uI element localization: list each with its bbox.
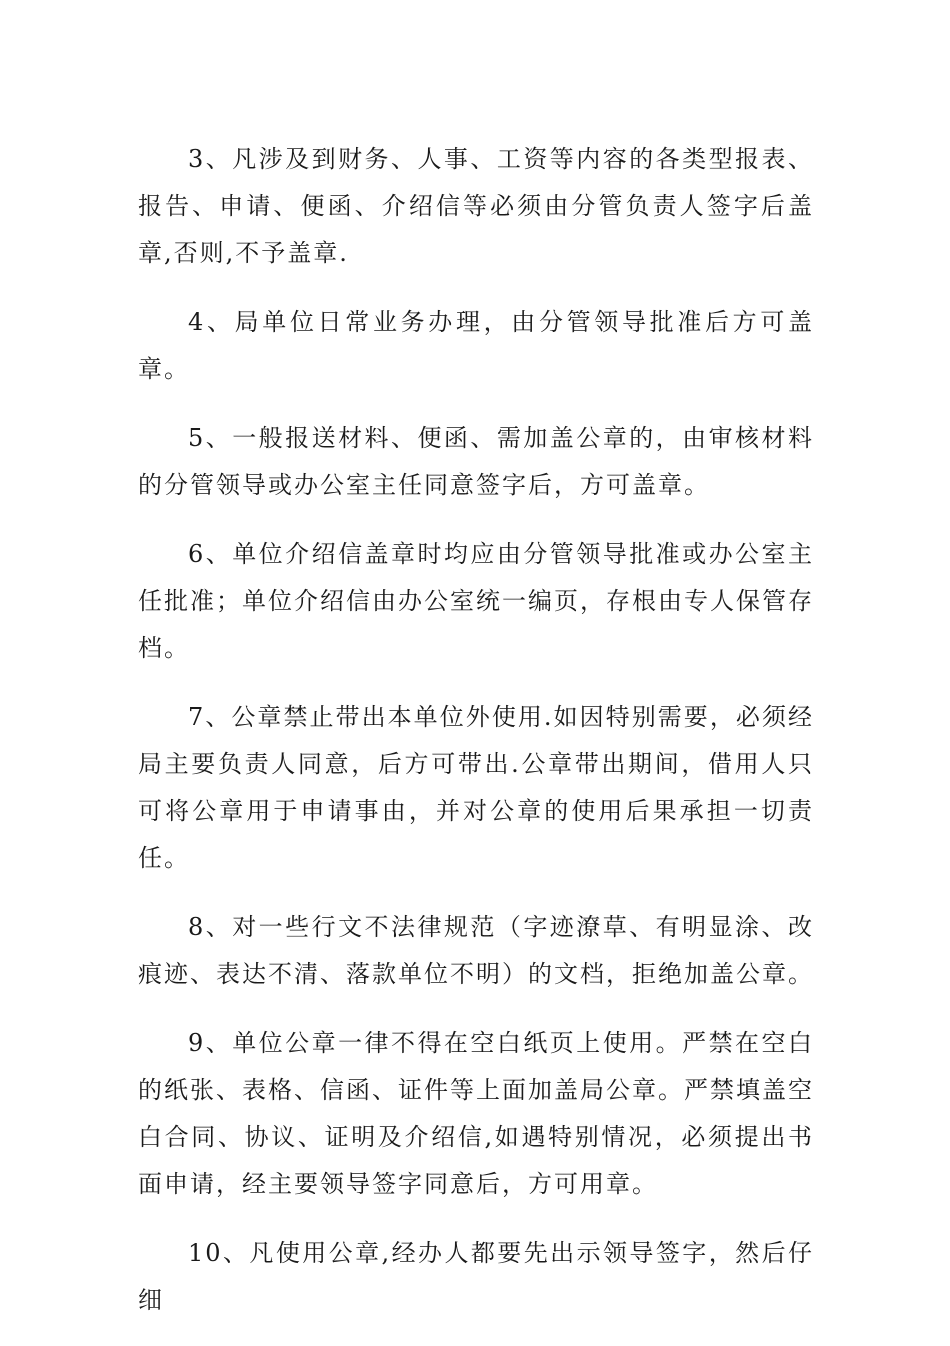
paragraph-item-7: 7、公章禁止带出本单位外使用.如因特别需要，必须经局主要负责人同意，后方可带出.公章带出期间，借用人只可将公章用于申请事由，并对公章的使用后果承担一切责任。 — [138, 703, 814, 872]
paragraph-item-10: 10、凡使用公章,经办人都要先出示领导签字，然后仔细 — [138, 1239, 814, 1314]
paragraph-item-3: 3、凡涉及到财务、人事、工资等内容的各类型报表、报告、申请、便函、介绍信等必须由分管负责人签字后盖章,否则,不予盖章. — [138, 145, 814, 267]
paragraph-item-4: 4、局单位日常业务办理，由分管领导批准后方可盖章。 — [138, 308, 814, 383]
paragraph-item-5: 5、一般报送材料、便函、需加盖公章的，由审核材料的分管领导或办公室主任同意签字后，方可盖章。 — [138, 424, 814, 499]
paragraph-item-6: 6、单位介绍信盖章时均应由分管领导批准或办公室主任批准；单位介绍信由办公室统一编页，存根由专人保管存档。 — [138, 540, 814, 662]
paragraph-item-9: 9、单位公章一律不得在空白纸页上使用。严禁在空白的纸张、表格、信函、证件等上面加盖局公章。严禁填盖空白合同、协议、证明及介绍信,如遇特别情况，必须提出书面申请，经主要领导签字同意后，方可用章。 — [138, 1029, 814, 1198]
paragraph-item-8: 8、对一些行文不法律规范（字迹潦草、有明显涂、改痕迹、表达不清、落款单位不明）的文档，拒绝加盖公章。 — [138, 913, 814, 988]
document-body — [138, 136, 814, 1346]
